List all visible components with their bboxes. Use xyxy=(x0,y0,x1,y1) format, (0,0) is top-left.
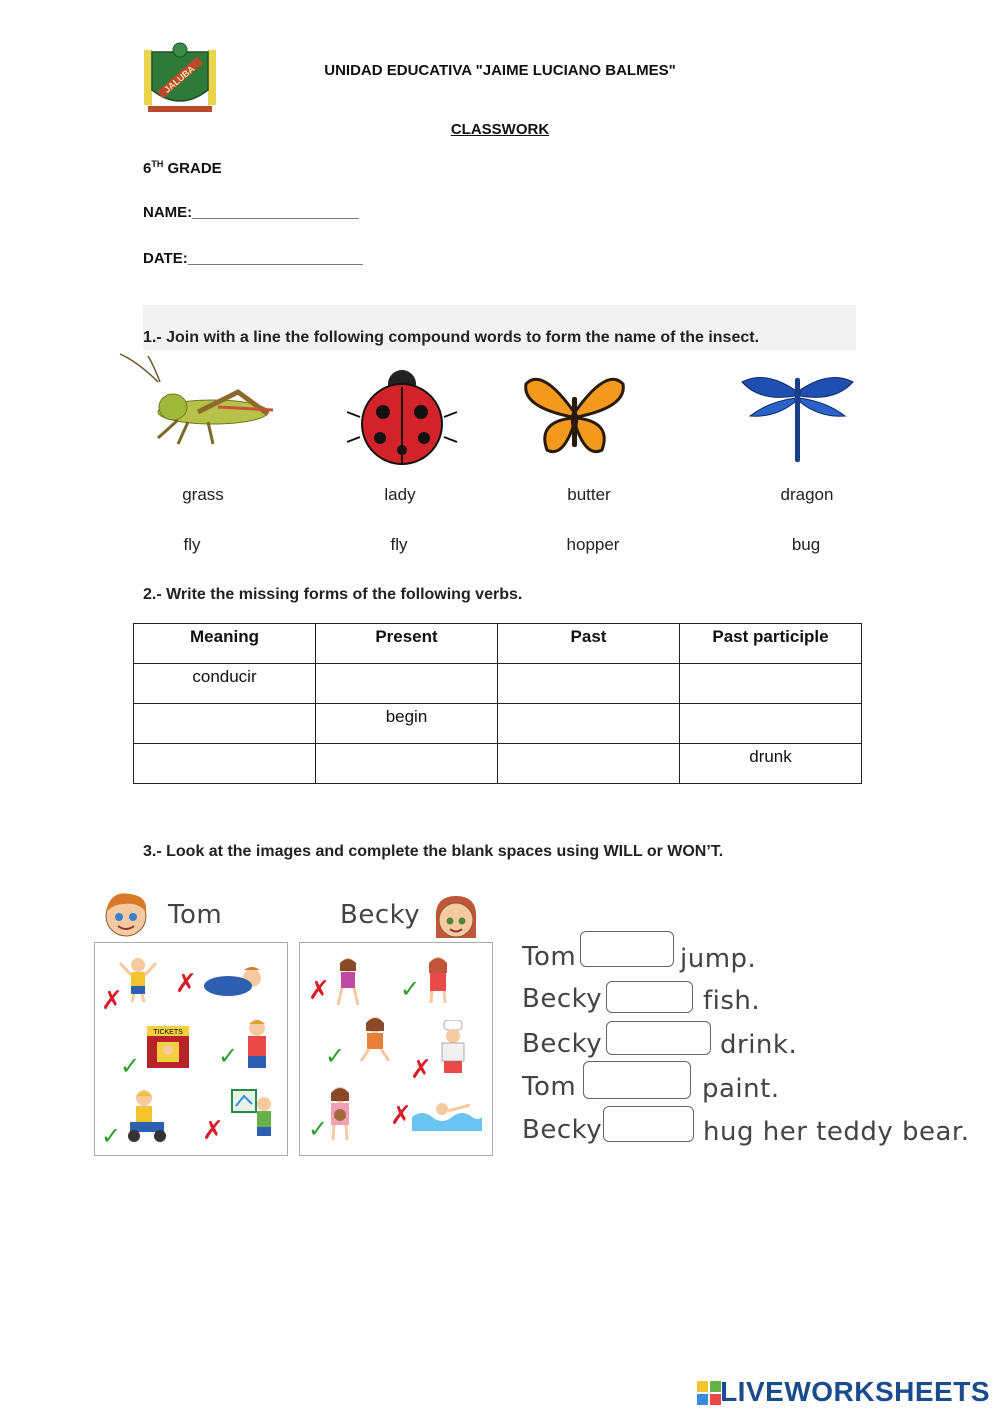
verb-forms-table xyxy=(133,623,862,784)
tom-label: Tom xyxy=(168,900,223,930)
sentence-4-verb: paint. xyxy=(702,1074,780,1104)
col-past-participle: Past participle xyxy=(680,624,862,664)
page-title: CLASSWORK xyxy=(450,121,550,138)
table-header-row xyxy=(134,624,862,664)
school-crest-logo xyxy=(140,40,220,120)
table-cell: conducir xyxy=(134,664,316,704)
grade-number: 6 xyxy=(143,160,152,177)
question-3-instruction: 3.- Look at the images and complete the blank spaces using WILL or WON’T. xyxy=(143,843,724,860)
second-word-fly: fly xyxy=(183,535,201,554)
boy-sleeping-image xyxy=(200,960,265,1000)
cross-icon: ✗ xyxy=(410,1054,432,1084)
check-icon: ✓ xyxy=(101,1123,122,1150)
sentence-3-verb: drink. xyxy=(720,1030,798,1060)
liveworksheets-logo-icon xyxy=(697,1381,721,1405)
answer-box-5[interactable] xyxy=(603,1106,694,1142)
answer-cell[interactable] xyxy=(134,744,316,784)
answer-cell[interactable] xyxy=(498,664,680,704)
sentence-4-subject: Tom xyxy=(522,1072,577,1102)
answer-cell[interactable] xyxy=(498,744,680,784)
girl-jumping-image xyxy=(330,955,366,1007)
answer-box-2[interactable] xyxy=(606,981,693,1013)
second-word-fly: fly xyxy=(390,535,408,554)
sentence-2-verb: fish. xyxy=(703,986,761,1016)
cross-icon: ✗ xyxy=(175,968,197,998)
grade-suffix: TH xyxy=(151,159,164,169)
boy-painting-image xyxy=(230,1086,276,1138)
check-icon: ✓ xyxy=(325,1043,346,1070)
crest-text: JALUBA xyxy=(162,63,197,95)
girl-with-teddy-image xyxy=(325,1085,355,1143)
ladybug-image xyxy=(345,362,460,472)
boy-riding-scooter-image xyxy=(122,1088,172,1144)
grade-text: GRADE xyxy=(163,160,222,177)
answer-cell[interactable] xyxy=(316,664,498,704)
sentence-1-subject: Tom xyxy=(522,942,577,972)
cross-icon: ✗ xyxy=(308,975,330,1005)
question-2-instruction: 2.- Write the missing forms of the following verbs. xyxy=(143,586,523,603)
name-field[interactable]: NAME:____________________ xyxy=(143,204,360,221)
ticket-text: TICKETS xyxy=(153,1029,183,1036)
answer-box-4[interactable] xyxy=(583,1061,691,1099)
check-icon: ✓ xyxy=(120,1053,141,1080)
girl-drinking-image xyxy=(355,1015,395,1063)
sentence-3-subject: Becky xyxy=(522,1029,603,1059)
dragonfly-image xyxy=(740,372,855,464)
check-icon: ✓ xyxy=(308,1116,329,1143)
check-icon: ✓ xyxy=(400,976,421,1003)
answer-cell[interactable] xyxy=(498,704,680,744)
table-cell: drunk xyxy=(680,744,862,784)
table-row xyxy=(134,664,862,704)
table-row xyxy=(134,704,862,744)
chef-image xyxy=(436,1020,470,1078)
butterfly-image xyxy=(522,372,627,460)
answer-cell[interactable] xyxy=(316,744,498,784)
answer-box-3[interactable] xyxy=(606,1021,711,1055)
grade-label xyxy=(143,159,222,177)
table-row xyxy=(134,744,862,784)
first-word-lady: lady xyxy=(384,485,416,504)
sentence-5-verb: hug her teddy bear. xyxy=(703,1117,970,1147)
answer-cell[interactable] xyxy=(134,704,316,744)
date-field[interactable]: DATE:_____________________ xyxy=(143,250,363,267)
sentence-2-subject: Becky xyxy=(522,984,603,1014)
boy-jumping-image xyxy=(118,955,158,1003)
first-word-grass: grass xyxy=(182,485,224,504)
answer-cell[interactable] xyxy=(680,704,862,744)
col-meaning: Meaning xyxy=(134,624,316,664)
answer-cell[interactable] xyxy=(680,664,862,704)
girl-fishing-image xyxy=(420,955,456,1005)
sentence-1-verb: jump. xyxy=(680,944,757,974)
table-cell: begin xyxy=(316,704,498,744)
second-word-hopper: hopper xyxy=(566,535,620,554)
cross-icon: ✗ xyxy=(101,985,123,1015)
answer-box-1[interactable] xyxy=(580,931,674,967)
cross-icon: ✗ xyxy=(390,1100,412,1130)
girl-swimming-image xyxy=(412,1095,482,1131)
tom-face-icon xyxy=(100,888,152,940)
check-icon: ✓ xyxy=(218,1043,239,1070)
first-word-dragon: dragon xyxy=(780,485,834,504)
school-name: UNIDAD EDUCATIVA "JAIME LUCIANO BALMES" xyxy=(324,62,676,79)
question-1-instruction: 1.- Join with a line the following compound words to form the name of the insect. xyxy=(143,329,760,346)
grasshopper-image xyxy=(118,352,278,452)
col-past: Past xyxy=(498,624,680,664)
ticket-booth-image xyxy=(143,1022,193,1072)
becky-face-icon xyxy=(430,892,482,944)
sentence-5-subject: Becky xyxy=(522,1115,603,1145)
boy-standing-image xyxy=(240,1018,274,1076)
second-word-bug: bug xyxy=(791,535,821,554)
becky-label: Becky xyxy=(340,900,421,930)
first-word-butter: butter xyxy=(567,485,611,504)
col-present: Present xyxy=(316,624,498,664)
liveworksheets-brand: LIVEWORKSHEETS xyxy=(720,1376,990,1407)
cross-icon: ✗ xyxy=(202,1115,224,1145)
